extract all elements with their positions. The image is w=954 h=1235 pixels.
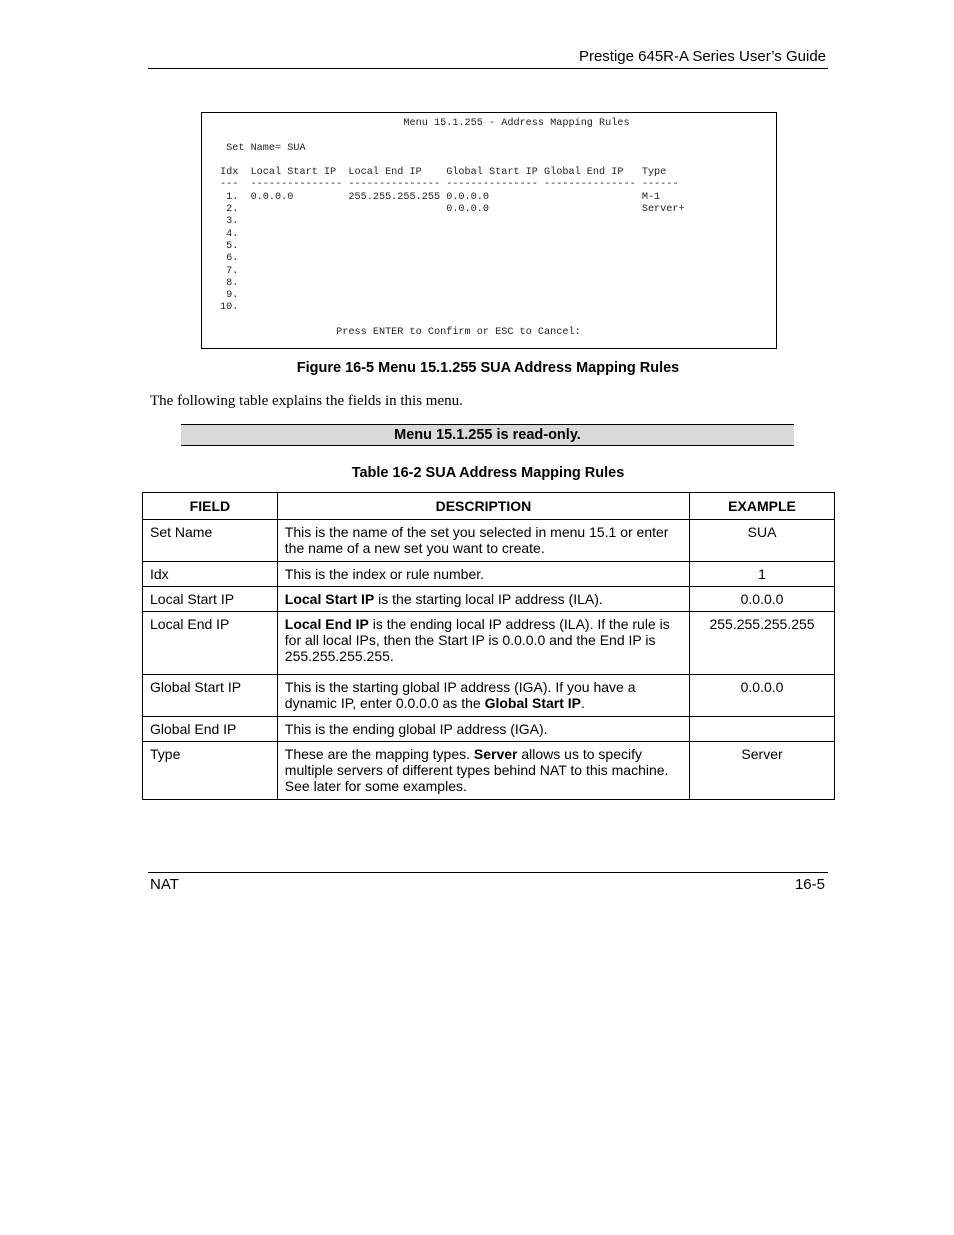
example-cell: 0.0.0.0 — [690, 675, 835, 717]
example-cell: 255.255.255.255 — [690, 612, 835, 675]
table-row — [143, 520, 835, 562]
page-header — [148, 46, 828, 69]
figure-caption: Figure 16-5 Menu 15.1.255 SUA Address Mapping Rules — [296, 360, 680, 376]
table-row — [143, 742, 835, 800]
description-bold: Server — [473, 746, 518, 762]
description-bold: Local End IP — [284, 616, 369, 632]
table-row — [143, 675, 835, 717]
description-cell — [277, 612, 689, 675]
field-cell: Type — [143, 742, 278, 800]
description-cell: This is the name of the set you selected in menu 15.1 or enter the name of a new set you want to create. — [277, 520, 689, 562]
footer-section: NAT — [150, 876, 179, 893]
table-header-row — [143, 493, 835, 520]
header-description: DESCRIPTION — [277, 493, 689, 520]
table-row — [143, 612, 835, 675]
description-bold: Global Start IP — [484, 695, 582, 711]
description-cell: This is the index or rule number. — [277, 562, 689, 587]
example-cell — [690, 717, 835, 742]
field-cell: Global End IP — [143, 717, 278, 742]
read-only-note: Menu 15.1.255 is read-only. — [181, 424, 794, 446]
description-cell — [277, 587, 689, 612]
description-cell: This is the ending global IP address (IGA). — [277, 717, 689, 742]
example-cell: 0.0.0.0 — [690, 587, 835, 612]
description-text: These are the mapping types. — [284, 746, 474, 762]
description-text-end: . — [581, 695, 585, 711]
field-cell: Local End IP — [143, 612, 278, 675]
description-cell — [277, 675, 689, 717]
example-cell: SUA — [690, 520, 835, 562]
field-cell: Local Start IP — [143, 587, 278, 612]
description-text: is the starting local IP address (ILA). — [374, 591, 603, 607]
field-cell: Set Name — [143, 520, 278, 562]
terminal-screen-figure — [201, 112, 777, 349]
footer-page-number: 16-5 — [794, 876, 825, 893]
fields-table — [142, 492, 835, 800]
description-text-end: allows us to specify multiple servers of different types behind NAT to this machine. See later for some examples. — [284, 746, 669, 794]
table-row — [143, 717, 835, 742]
intro-paragraph: The following table explains the fields in this menu. — [150, 393, 463, 409]
field-cell: Idx — [143, 562, 278, 587]
description-text: This is the starting global IP address (IGA). If you have a dynamic IP, enter 0.0.0.0 as the — [284, 679, 636, 711]
table-caption: Table 16-2 SUA Address Mapping Rules — [351, 465, 625, 481]
table-row — [143, 562, 835, 587]
description-text: is the ending local IP address (ILA). If the rule is for all local IPs, then the Start IP is 0.0.0.0 and the End IP is 255.255.255.255. — [284, 616, 670, 664]
field-cell: Global Start IP — [143, 675, 278, 717]
description-bold: Local Start IP — [284, 591, 375, 607]
description-cell — [277, 742, 689, 800]
table-row — [143, 587, 835, 612]
terminal-menu-text: Menu 15.1.255 - Address Mapping Rules Set Name= SUA Idx Local Start IP Local End IP Global Start IP Global End IP Type --- --------------- --------------- --------------- --------------- ------ 1. 0.0.0.0 255.255.255.255 0.0.0.0 M-1 2. 0.0.0.0 Server+ 3. 4. 5. 6. 7. 8. 9. 10. Press ENTER to Confirm or ESC to Cancel: — [220, 118, 685, 339]
header-example: EXAMPLE — [690, 493, 835, 520]
guide-title: Prestige 645R-A Series User’s Guide — [578, 48, 826, 65]
example-cell: Server — [690, 742, 835, 800]
example-cell: 1 — [690, 562, 835, 587]
header-field: FIELD — [143, 493, 278, 520]
page-footer — [148, 872, 828, 897]
